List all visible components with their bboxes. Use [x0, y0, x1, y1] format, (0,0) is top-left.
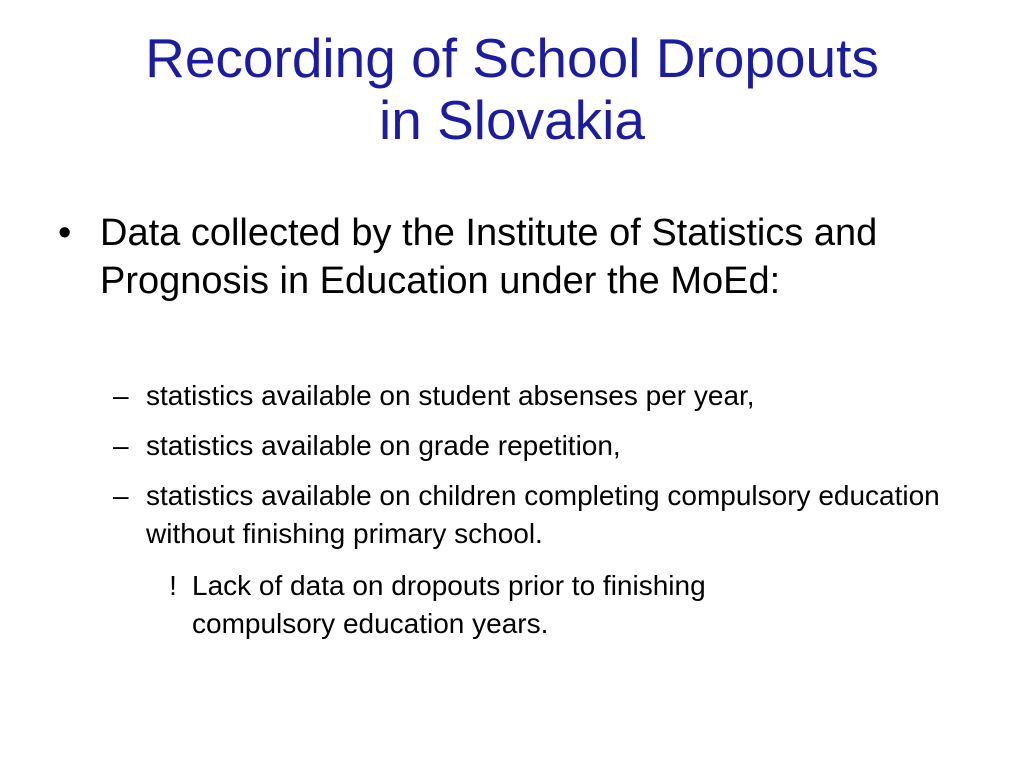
- dash-icon: –: [113, 430, 129, 461]
- dash-icon: –: [113, 380, 129, 411]
- sub-sub-bullet-text: Lack of data on dropouts prior to finishing compulsory education years.: [192, 570, 706, 639]
- slide-title: [60, 27, 964, 151]
- title-line-1: Recording of School Dropouts: [145, 27, 879, 89]
- sub-bullet-item-3: [113, 477, 973, 553]
- exclamation-icon: !: [169, 570, 177, 601]
- dash-icon: –: [113, 480, 129, 511]
- bullet-dot-icon: •: [58, 212, 72, 254]
- sub-bullet-text-2: statistics available on grade repetition,: [146, 430, 621, 461]
- sub-bullet-text-3: statistics available on children completing compulsory education without finishing primary school.: [146, 480, 940, 549]
- sub-bullet-item-2: [113, 427, 973, 465]
- bullet-text: Data collected by the Institute of Statistics and Prognosis in Education under the MoEd:: [100, 212, 878, 302]
- sub-bullet-item-1: [113, 377, 973, 415]
- sub-sub-bullet-item: [156, 567, 856, 643]
- bullet-item: [58, 209, 958, 305]
- sub-bullet-text-1: statistics available on student absenses per year,: [146, 380, 755, 411]
- title-line-2: in Slovakia: [379, 89, 645, 151]
